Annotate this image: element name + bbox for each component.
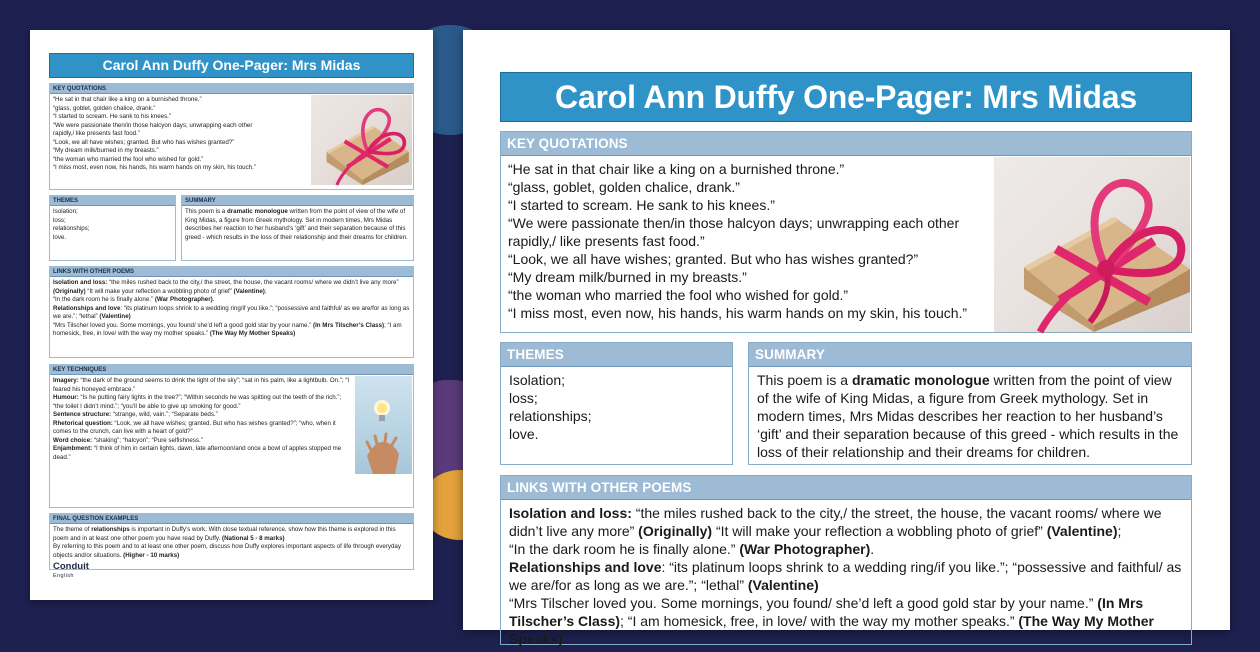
technique-item: Humour: “Is he putting fairy lights in the tree?”; “Within seconds he was spitting out the teeth of the rich.”; “the toilet I didn’t mind.”; “you’ll be able to give up smoking for good.” bbox=[53, 394, 342, 410]
thumb-theme: Isolation; bbox=[53, 208, 78, 215]
thumbnail-final-questions-text: The theme of relationships is important in Duffy’s work. With close textual reference, show how this theme is explored in this poem and in at least one other poem you have read by Duffy. (National 5 - 8 marks) By referring to this poem and to at least one other poem, discuss how Duffy explores important aspects of life through everyday objects and/or situations. (Higher - 10 marks) bbox=[53, 526, 401, 559]
thumbnail-final-questions bbox=[49, 513, 414, 570]
summary-heading: SUMMARY bbox=[749, 343, 1191, 367]
theme-item: relationships; bbox=[509, 408, 592, 424]
technique-item: Imagery: “the dark of the ground seems to drink the light of the sky”; “sat in his palm, like a lightbulb. On.”; “I feared his honeyed embrace.” bbox=[53, 377, 350, 393]
thumbnail-links bbox=[49, 266, 414, 358]
thumbnail-key-quotations-heading: KEY QUOTATIONS bbox=[50, 84, 413, 94]
links-heading: LINKS WITH OTHER POEMS bbox=[501, 476, 1191, 500]
quote-line: “My dream milk/burned in my breasts.” bbox=[508, 269, 747, 285]
thumb-quote: “My dream milk/burned in my breasts.” bbox=[53, 147, 159, 155]
gift-image bbox=[311, 95, 412, 185]
thumbnail-title: Carol Ann Duffy One-Pager: Mrs Midas bbox=[49, 53, 414, 78]
quote-line: “I miss most, even now, his hands, his warm hands on my skin, his touch.” bbox=[508, 305, 968, 321]
thumbnail-page bbox=[30, 30, 433, 600]
main-page bbox=[463, 30, 1230, 647]
themes-section bbox=[500, 342, 733, 465]
thumb-quote: “He sat in that chair like a king on a burnished throne.” bbox=[53, 96, 202, 103]
thumbnail-key-techniques bbox=[49, 364, 414, 508]
thumb-quote: rapidly,/ like presents fast food.” bbox=[53, 130, 140, 138]
quote-line: “Look, we all have wishes; granted. But who has wishes granted?” bbox=[508, 251, 919, 267]
quote-line: “the woman who married the fool who wished for gold.” bbox=[508, 287, 849, 303]
thumb-quote: “We were passionate then/in those halcyon days; unwrapping each other bbox=[53, 121, 253, 129]
thumbnail-summary-text: This poem is a dramatic monologue written from the point of view of the wife of King Midas, a figure from Greek mythology. Set in modern times, Mrs Midas describes her reaction to her husband’s ‘gift’ and their separation because of this greed - which results in the loss of their relationship and their dreams for children. bbox=[185, 208, 408, 241]
conduit-logo: Conduit English bbox=[53, 561, 89, 580]
thumbnail-final-questions-heading: FINAL QUESTION EXAMPLES bbox=[50, 514, 413, 524]
thumbnail-key-techniques-heading: KEY TECHNIQUES bbox=[50, 365, 413, 375]
summary-text: This poem is a dramatic monologue written from the point of view of the wife of King Midas, a figure from Greek mythology. Set in modern times, Mrs Midas describes her reaction to her husband’s ‘gift’ and their separation because of this greed - which results in the loss of their relationship and their dreams for children. bbox=[757, 372, 1179, 460]
theme-item: loss; bbox=[509, 390, 538, 406]
theme-item: love. bbox=[509, 426, 539, 442]
lightbulb-hand-image bbox=[355, 376, 412, 474]
thumb-quote: “I started to scream. He sank to his knees.” bbox=[53, 113, 171, 121]
thumbnail-links-heading: LINKS WITH OTHER POEMS bbox=[50, 267, 413, 277]
summary-section bbox=[748, 342, 1192, 465]
thumbnail-summary-heading: SUMMARY bbox=[182, 196, 413, 206]
thumbnail-links-text: Isolation and loss: “the miles rushed back to the city,/ the street, the house, the vacant rooms/ where we didn’t live any more” (Originally) “It will make your reflection a wobbling photo of grief” (Valentine); “In the dark room he is finally alone.” (War Photographer). Relationships and love: “its platinum loops shrink to a wedding ring/if you like.”; “possessive and faithful/ as we are/for as long as we are.”; “lethal” (Valentine) “Mrs Tilscher loved you. Some mornings, you found/ she’d left a good gold star by your name.” (In Mrs Tilscher’s Class); “I am homesick, free, in love/ with the way my mother speaks.” (The Way My Mother Speaks) bbox=[53, 279, 410, 338]
thumb-theme: loss; bbox=[53, 216, 66, 224]
thumb-quote: “glass, goblet, golden chalice, drank.” bbox=[53, 104, 156, 112]
quote-line: “We were passionate then/in those halcyon days; unwrapping each other bbox=[508, 215, 960, 231]
technique-item: Word choice: “shaking”; “halcyon”; “Pure selfishness.” bbox=[53, 436, 203, 444]
key-quotations-heading: KEY QUOTATIONS bbox=[501, 132, 1191, 156]
quote-line: “I started to scream. He sank to his knees.” bbox=[508, 197, 775, 213]
technique-item: Sentence structure: “strange, wild, vain.”; “Separate beds.” bbox=[53, 411, 218, 419]
links-section bbox=[500, 475, 1192, 645]
themes-heading: THEMES bbox=[501, 343, 732, 367]
links-text: Isolation and loss: “the miles rushed back to the city,/ the street, the house, the vacant rooms/ where we didn’t live any more” (Originally) “It will make your reflection a wobbling photo of grief” (Valentine); “In the dark room he is finally alone.” (War Photographer). Relationships and love: “its platinum loops shrink to a wedding ring/if you like.”; “possessive and faithful/ as we are/for as long as we are.”; “lethal” (Valentine) “Mrs Tilscher loved you. Some mornings, you found/ she’d left a good gold star by your name.” (In Mrs Tilscher’s Class); “I am homesick, free, in love/ with the way my mother speaks.” (The Way My Mother Speaks) bbox=[509, 505, 1182, 647]
thumb-quote: “I miss most, even now, his hands, his warm hands on my skin, his touch.” bbox=[53, 164, 256, 172]
thumbnail-themes bbox=[49, 195, 176, 261]
thumb-theme: relationships; bbox=[53, 225, 90, 233]
thumb-quote: “the woman who married the fool who wished for gold.” bbox=[53, 155, 204, 163]
gift-image bbox=[994, 157, 1190, 332]
thumb-quote: “Look, we all have wishes; granted. But who has wishes granted?” bbox=[53, 138, 235, 146]
technique-item: Rhetorical question: “Look, we all have wishes; granted. But who has wishes granted?”; “who, when it comes to the crunch, can live with a heart of gold?” bbox=[53, 419, 336, 436]
page-title: Carol Ann Duffy One-Pager: Mrs Midas bbox=[500, 72, 1192, 122]
thumbnail-themes-heading: THEMES bbox=[50, 196, 175, 206]
thumbnail-summary bbox=[181, 195, 414, 261]
quote-line: rapidly,/ like presents fast food.” bbox=[508, 233, 705, 249]
theme-item: Isolation; bbox=[509, 372, 566, 388]
thumbnail-key-quotations bbox=[49, 83, 414, 190]
key-quotations-section bbox=[500, 131, 1192, 333]
quote-line: “He sat in that chair like a king on a burnished throne.” bbox=[508, 161, 845, 177]
technique-item: Enjambment: “I think of him in certain lights, dawn, late afternoon/and once a bowl of apples stopped me dead.” bbox=[53, 445, 342, 461]
thumb-theme: love. bbox=[53, 233, 67, 241]
quote-line: “glass, goblet, golden chalice, drank.” bbox=[508, 179, 740, 195]
